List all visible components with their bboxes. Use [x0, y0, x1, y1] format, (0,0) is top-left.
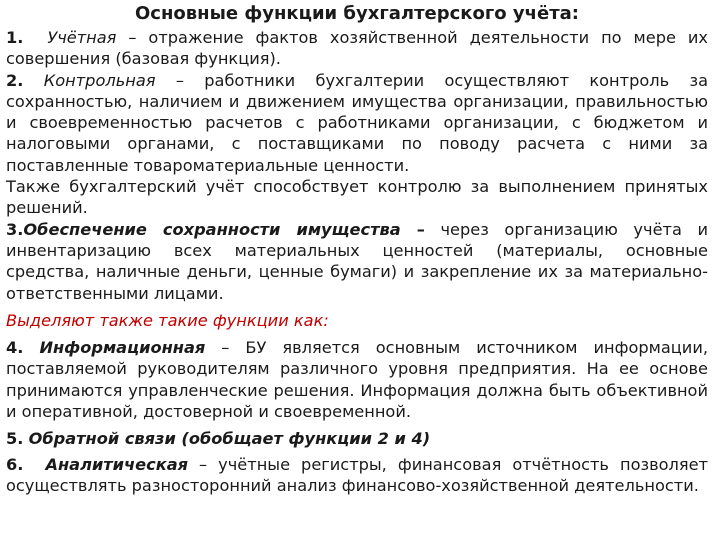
item-term: Учётная [47, 28, 117, 47]
function-item-1 [6, 27, 708, 70]
item-number: 1. [6, 28, 24, 47]
also-heading: Выделяют также такие функции как: [6, 310, 329, 330]
item-term: Обратной связи (обобщает функции 2 и 4) [28, 429, 431, 449]
function-item-6 [6, 454, 708, 497]
item-number: 5. [6, 429, 24, 449]
item-term: Обеспечение сохранности имущества [23, 219, 401, 239]
item-term: Контрольная [43, 70, 156, 90]
function-item-4 [6, 337, 708, 422]
function-item-2 [6, 70, 708, 176]
item-text: – работники бухгалтерии осуществляют контроль за сохранностью, наличием и движением имущества организации, правильностью и своевременностью расчетов с работниками организации, с бюджетом и налоговыми органами, с поставщиками по поводу расчета с ними за поставленные товароматериальные ценности. [6, 70, 708, 175]
item-text: через организацию учёта и инвентаризацию всех материальных ценностей (материалы, основные средства, наличные деньги, ценные бумаги) и закрепление их за материально-ответственными лицами. [6, 219, 709, 303]
item-text: – учётные регистры, финансовая отчётность позволяет осуществлять разносторонний анализ финансово-хозяйственной деятельности. [6, 454, 708, 495]
item-number: 3. [6, 219, 24, 239]
item-text: – БУ является основным источником информации, поставляемой руководителям различного уровня предприятия. На ее основе принимаются управленческие решения. Информация должна быть объективной и оперативной, достоверной и своевременной. [6, 338, 708, 422]
function-item-2-note [6, 176, 708, 219]
item-number: 6. [6, 454, 24, 474]
item-text: – отражение фактов хозяйственной деятельности по мере их совершения (базовая функция). [6, 28, 708, 69]
function-item-5 [6, 428, 708, 449]
item-term: Аналитическая [45, 454, 189, 474]
page-title: Основные функции бухгалтерского учёта: [135, 3, 579, 24]
function-item-3 [6, 219, 708, 304]
item-number: 2. [6, 70, 24, 90]
item-term: Информационная [39, 338, 206, 358]
item-number: 4. [6, 338, 24, 358]
item-text: Также бухгалтерский учёт способствует контролю за выполнением принятых решений. [6, 177, 708, 218]
item-dash: – [400, 219, 425, 239]
